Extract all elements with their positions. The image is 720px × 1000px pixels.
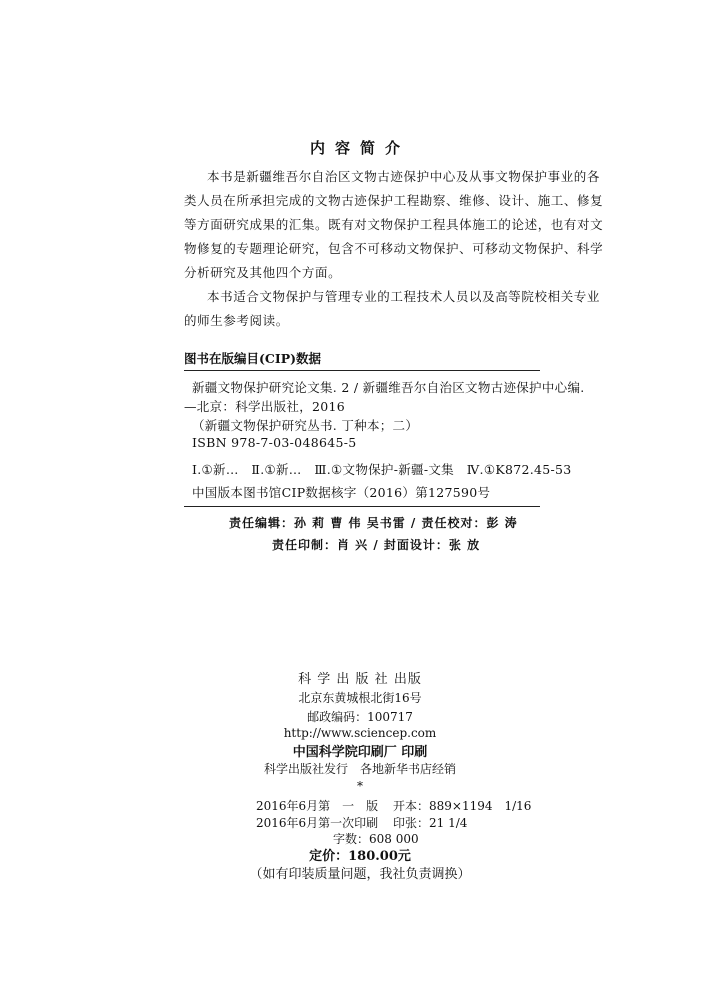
publisher-address: 北京东黄城根北街16号 <box>298 691 422 705</box>
editors-line: 责任印制：肖 兴 / 封面设计：张 放 <box>272 538 481 552</box>
publisher-website: http://www.sciencep.com <box>283 726 437 740</box>
publisher-name: 科 学 出 版 社 出版 <box>298 672 422 687</box>
cip-line: 新疆文物保护研究论文集. 2 / 新疆维吾尔自治区文物古迹保护中心编. <box>192 380 585 395</box>
cip-line: Ⅰ.①新… Ⅱ.①新… Ⅲ.①文物保护-新疆-文集 Ⅳ.①K872.45-53 <box>192 462 572 477</box>
printed-sheets: 印张：21 1/4 <box>393 816 468 830</box>
quality-notice: （如有印装质量问题，我社负责调换） <box>249 867 471 882</box>
edition-printing: 2016年6月第一次印刷 <box>256 816 379 830</box>
intro-line: 本书适合文物保护与管理专业的工程技术人员以及高等院校相关专业 <box>207 289 601 304</box>
intro-line: 等方面研究成果的汇集。既有对文物保护工程具体施工的论述，也有对文 <box>184 217 604 232</box>
cip-line: 中国版本图书馆CIP数据核字（2016）第127590号 <box>192 485 491 500</box>
intro-line: 分析研究及其他四个方面。 <box>184 265 342 280</box>
publisher-postcode: 邮政编码：100717 <box>307 710 413 724</box>
cip-line: —北京：科学出版社，2016 <box>184 399 346 414</box>
cip-divider-bottom <box>184 506 540 507</box>
editors-line: 责任编辑：孙 莉 曹 伟 吴书雷 / 责任校对：彭 涛 <box>229 516 518 530</box>
edition-first: 2016年6月第 一 版 <box>256 799 379 813</box>
intro-line: 本书是新疆维吾尔自治区文物古迹保护中心及从事文物保护事业的各 <box>207 169 601 184</box>
separator-dot: * <box>357 779 363 793</box>
format-size: 开本：889×1194 1/16 <box>393 799 532 813</box>
cip-divider-top <box>184 370 540 371</box>
price: 定价：180.00元 <box>309 849 411 864</box>
word-count: 字数：608 000 <box>333 832 419 846</box>
cip-heading: 图书在版编目(CIP)数据 <box>184 351 322 366</box>
intro-line: 物修复的专题理论研究，包含不可移动文物保护、可移动文物保护、科学 <box>184 241 604 256</box>
cip-line: ISBN 978-7-03-048645-5 <box>192 435 357 450</box>
cip-line: （新疆文物保护研究丛书. 丁种本；二） <box>192 418 419 433</box>
intro-line: 类人员在所承担完成的文物古迹保护工程勘察、维修、设计、施工、修复 <box>184 193 604 208</box>
printer-name: 中国科学院印刷厂 印刷 <box>292 745 428 760</box>
intro-line: 的师生参考阅读。 <box>184 313 289 328</box>
distribution: 科学出版社发行 各地新华书店经销 <box>263 762 456 776</box>
intro-title: 内容简介 <box>309 139 410 157</box>
